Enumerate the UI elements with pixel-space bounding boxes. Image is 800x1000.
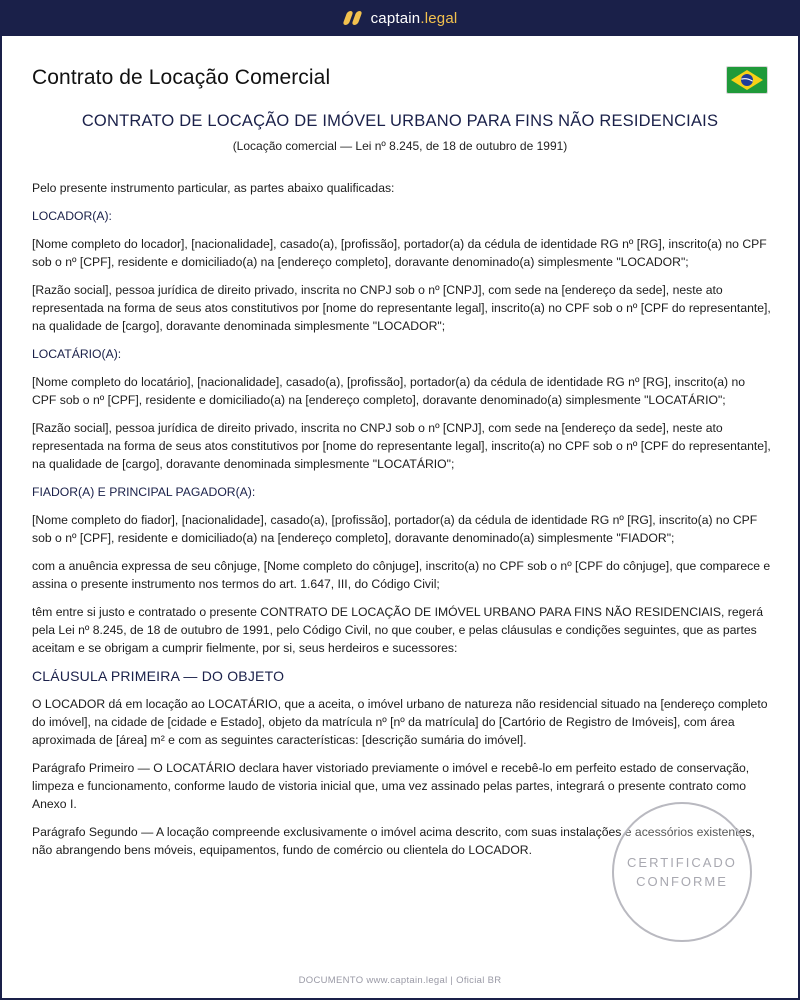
- contract-body: [32, 179, 772, 869]
- document-title: Contrato de Locação Comercial: [32, 66, 331, 89]
- clause-1-paragraph-first: Parágrafo Primeiro — O LOCATÁRIO declara haver vistoriado previamente o imóvel e recebê-lo em perfeito estado de conservação, limpeza e funcionamento, conforme laudo de vistoria inicial que, uma vez assinado pelas partes, integrará o presente contrato como Anexo I.: [32, 761, 750, 811]
- clause-1-paragraph: O LOCADOR dá em locação ao LOCATÁRIO, que a aceita, o imóvel urbano de natureza não residencial situado na [endereço completo do imóvel], na cidade de [cidade e Estado], objeto da matrícula nº [nº da matrícula] do [Cartório de Registro de Imóveis], com área aproximada de [área] m² e com as seguintes características: [descrição sumária do imóvel].: [32, 697, 768, 747]
- contract-subtitle: (Locação comercial — Lei nº 8.245, de 18 de outubro de 1991): [232, 139, 568, 153]
- brazil-flag-icon: [726, 66, 768, 94]
- preamble-paragraph: têm entre si justo e contratado o presente CONTRATO DE LOCAÇÃO DE IMÓVEL URBANO PARA FINS NÃO RESIDENCIAIS, regerá pela Lei nº 8.245, de 18 de outubro de 1991, pelo Código Civil, no que couber, e pelas cláusulas e condições seguintes, que as partes aceitam e se obrigam a cumprir fielmente, por si, seus herdeiros e sucessores:: [32, 605, 764, 655]
- locatario-pj-paragraph: [Razão social], pessoa jurídica de direito privado, inscrita no CNPJ sob o nº [CNPJ], com sede na [endereço da sede], neste ato representada na forma de seus atos constitutivos por [nome do representante legal], inscrito(a) no CPF sob o nº [CPF do representante], na qualidade de [cargo], doravante denominada simplesmente "LOCATÁRIO";: [32, 421, 771, 471]
- locador-pj-paragraph: [Razão social], pessoa jurídica de direito privado, inscrita no CNPJ sob o nº [CNPJ], com sede na [endereço da sede], neste ato representada na forma de seus atos constitutivos por [nome do representante legal], inscrito(a) no CPF sob o nº [CPF do representante], na qualidade de [cargo], doravante denominada simplesmente "LOCADOR";: [32, 283, 771, 333]
- document-header: [32, 66, 768, 92]
- stamp-line-1: CERTIFICADO: [627, 855, 737, 870]
- fiador-pf-paragraph: [Nome completo do fiador], [nacionalidade], casado(a), [profissão], portador(a) da cédula de identidade RG nº [RG], inscrito(a) no CPF sob o nº [CPF], residente e domiciliado(a) na [endereço completo], doravante denominado(a) simplesmente "FIADOR";: [32, 513, 758, 545]
- fiador-heading: FIADOR(A) E PRINCIPAL PAGADOR(A):: [32, 485, 256, 499]
- clause-1-paragraph-second: Parágrafo Segundo — A locação compreende exclusivamente o imóvel acima descrito, com suas instalações e acessórios existentes, não abrangendo bens móveis, equipamentos, fundo de comércio ou clientela do LOCADOR.: [32, 825, 755, 857]
- stamp-line-2: CONFORME: [636, 874, 728, 889]
- certification-stamp: [612, 802, 752, 942]
- locador-pf-paragraph: [Nome completo do locador], [nacionalidade], casado(a), [profissão], portador(a) da cédula de identidade RG nº [RG], inscrito(a) no CPF sob o nº [CPF], residente e domiciliado(a) na [endereço completo], doravante denominado(a) simplesmente "LOCADOR";: [32, 237, 767, 269]
- document-sheet: [2, 36, 798, 998]
- brand-logo[interactable]: [343, 10, 458, 27]
- contract-main-title: CONTRATO DE LOCAÇÃO DE IMÓVEL URBANO PARA FINS NÃO RESIDENCIAIS: [81, 112, 719, 130]
- locatario-pf-paragraph: [Nome completo do locatário], [nacionalidade], casado(a), [profissão], portador(a) da cédula de identidade RG nº [RG], inscrito(a) no CPF sob o nº [CPF], residente e domiciliado(a) na [endereço completo], doravante denominado(a) simplesmente "LOCATÁRIO";: [32, 375, 746, 407]
- brand-slashes-icon: [343, 10, 363, 26]
- clause-1-heading: CLÁUSULA PRIMEIRA — DO OBJETO: [32, 668, 285, 684]
- intro-paragraph: Pelo presente instrumento particular, as partes abaixo qualificadas:: [32, 181, 395, 195]
- brand-name: captain.legal: [370, 9, 458, 27]
- fiador-conjuge-paragraph: com a anuência expressa de seu cônjuge, [Nome completo do cônjuge], inscrito(a) no CPF sob o nº [CPF do cônjuge], que comparece e assina o presente instrumento nos termos do art. 1.647, III, do Código Civil;: [32, 559, 771, 591]
- locatario-heading: LOCATÁRIO(A):: [32, 347, 122, 361]
- top-bar: [0, 0, 800, 36]
- locador-heading: LOCADOR(A):: [32, 209, 112, 223]
- document-footer: DOCUMENTO www.captain.legal | Oficial BR: [298, 975, 502, 986]
- brand-tld: .legal: [420, 9, 458, 27]
